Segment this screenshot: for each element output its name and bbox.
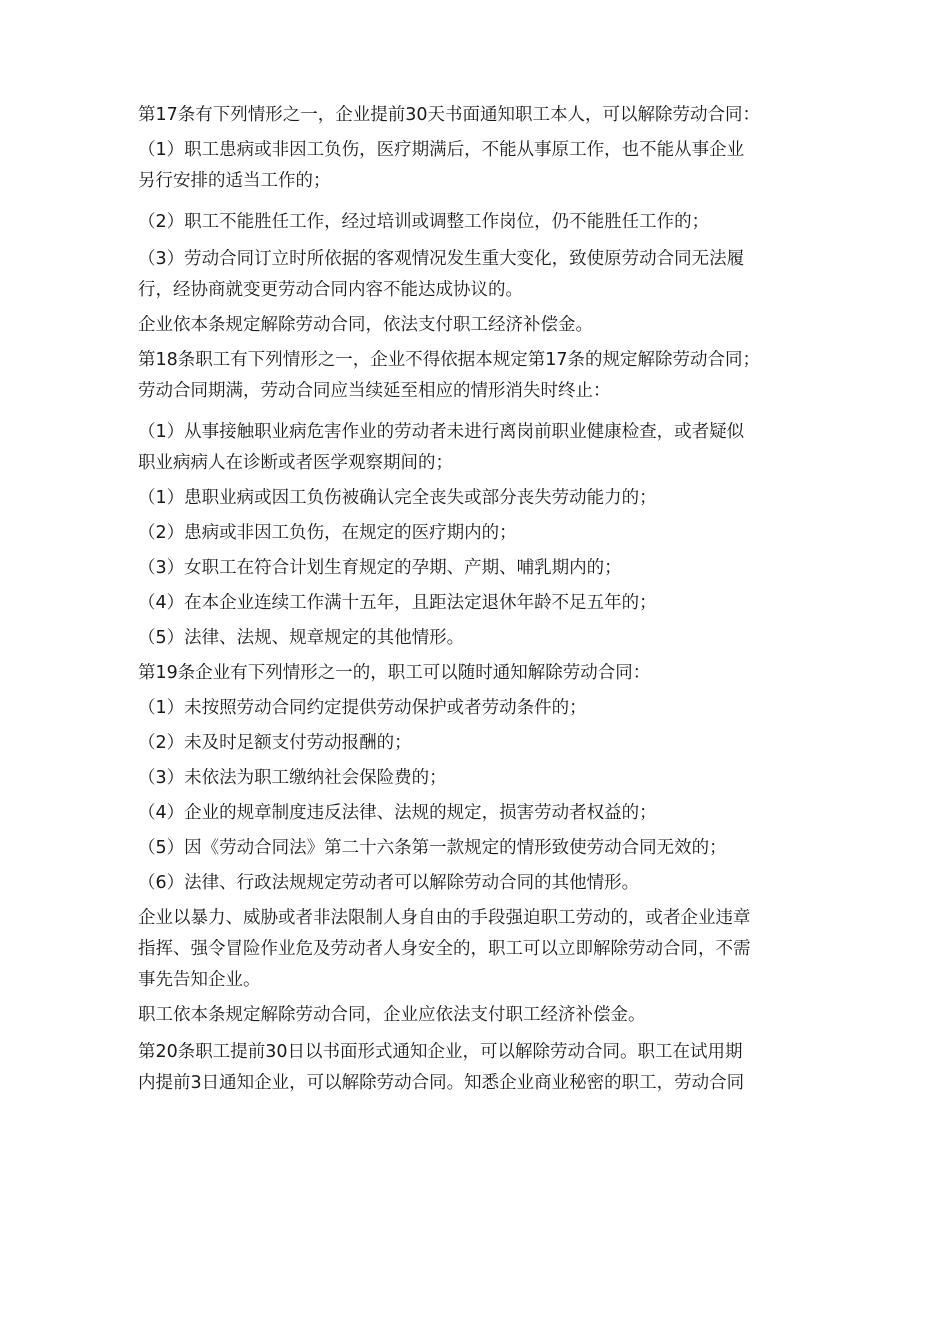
- text-line: 职工依本条规定解除劳动合同，企业应依法支付职工经济补偿金。: [138, 1005, 646, 1025]
- article-19-item-5: [138, 833, 818, 864]
- article-18-heading: [138, 345, 818, 407]
- article-19-immediate: [138, 903, 818, 996]
- text-line: （1）患职业病或因工负伤被确认完全丧失或部分丧失劳动能力的；: [138, 488, 657, 508]
- text-line: （6）法律、行政法规规定劳动者可以解除劳动合同的其他情形。: [138, 873, 640, 893]
- article-18-item-1b: [138, 483, 818, 514]
- text-line: 劳动合同期满，劳动合同应当续延至相应的情形消失时终止：: [138, 381, 611, 401]
- text-line: 内提前3日通知企业，可以解除劳动合同。知悉企业商业秘密的职工，劳动合同: [138, 1073, 745, 1093]
- article-19-item-6: [138, 868, 818, 899]
- article-18-item-1a: [138, 417, 818, 479]
- text-line: 第19条企业有下列情形之一的，职工可以随时通知解除劳动合同：: [138, 663, 651, 683]
- article-19-compensation: [138, 1000, 818, 1031]
- text-line: 第20条职工提前30日以书面形式通知企业，可以解除劳动合同。职工在试用期: [138, 1042, 743, 1062]
- article-17-heading: [138, 100, 818, 131]
- text-line: 指挥、强令冒险作业危及劳动者人身安全的，职工可以立即解除劳动合同，不需: [138, 939, 751, 959]
- article-17-item-1: [138, 135, 818, 197]
- text-line: （4）企业的规章制度违反法律、法规的规定，损害劳动者权益的；: [138, 803, 657, 823]
- text-line: （2）未及时足额支付劳动报酬的；: [138, 733, 412, 753]
- text-line: （3）女职工在符合计划生育规定的孕期、产期、哺乳期内的；: [138, 558, 622, 578]
- article-17-compensation: [138, 310, 818, 341]
- article-19-item-4: [138, 798, 818, 829]
- article-17-item-2: [138, 207, 818, 238]
- article-18-item-5: [138, 623, 818, 654]
- document-page: [138, 100, 818, 1099]
- article-18-item-2: [138, 518, 818, 549]
- text-line: 另行安排的适当工作的；: [138, 171, 331, 191]
- text-line: （2）职工不能胜任工作，经过培训或调整工作岗位，仍不能胜任工作的；: [138, 212, 710, 232]
- article-19-heading: [138, 658, 818, 689]
- article-18-item-4: [138, 588, 818, 619]
- text-line: 企业依本条规定解除劳动合同，依法支付职工经济补偿金。: [138, 315, 593, 335]
- text-line: （5）因《劳动合同法》第二十六条第一款规定的情形致使劳动合同无效的；: [138, 838, 727, 858]
- text-line: （3）劳动合同订立时所依据的客观情况发生重大变化，致使原劳动合同无法履: [138, 249, 745, 269]
- text-line: （1）职工患病或非因工负伤，医疗期满后，不能从事原工作，也不能从事企业: [138, 140, 745, 160]
- article-17-item-3: [138, 244, 818, 306]
- text-line: （1）未按照劳动合同约定提供劳动保护或者劳动条件的；: [138, 698, 587, 718]
- text-line: （4）在本企业连续工作满十五年，且距法定退休年龄不足五年的；: [138, 593, 657, 613]
- text-line: 企业以暴力、威胁或者非法限制人身自由的手段强迫职工劳动的，或者企业违章: [138, 908, 751, 928]
- text-line: （1）从事接触职业病危害作业的劳动者未进行离岗前职业健康检查，或者疑似: [138, 422, 745, 442]
- article-19-item-1: [138, 693, 818, 724]
- text-line: （5）法律、法规、规章规定的其他情形。: [138, 628, 465, 648]
- text-line: 事先告知企业。: [138, 970, 261, 990]
- article-18-item-3: [138, 553, 818, 584]
- text-line: 职业病病人在诊断或者医学观察期间的；: [138, 453, 453, 473]
- text-line: 第18条职工有下列情形之一，企业不得依据本规定第17条的规定解除劳动合同；: [138, 350, 761, 370]
- article-19-item-2: [138, 728, 818, 759]
- text-line: 第17条有下列情形之一，企业提前30天书面通知职工本人，可以解除劳动合同：: [138, 105, 761, 125]
- article-20-heading: [138, 1037, 818, 1099]
- text-line: 行，经协商就变更劳动合同内容不能达成协议的。: [138, 280, 523, 300]
- article-19-item-3: [138, 763, 818, 794]
- text-line: （2）患病或非因工负伤，在规定的医疗期内的；: [138, 523, 517, 543]
- text-line: （3）未依法为职工缴纳社会保险费的；: [138, 768, 447, 788]
